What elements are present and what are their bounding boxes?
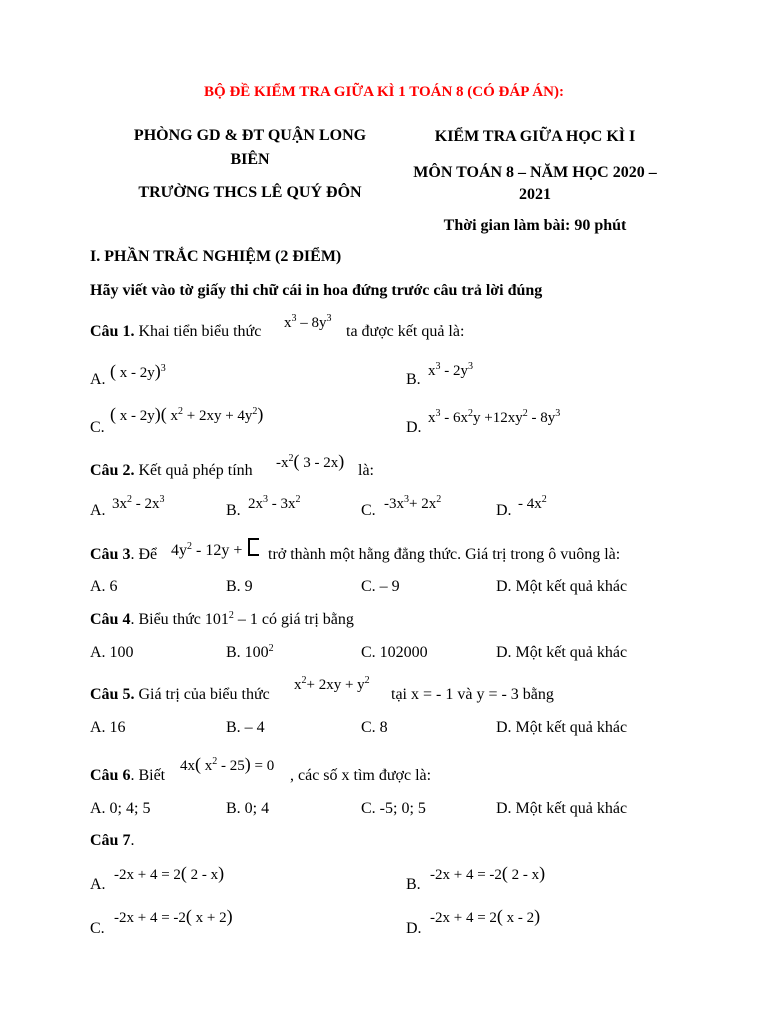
q6-prompt: Câu 6. Biết bbox=[90, 767, 166, 784]
q3-option-a: A. 6 bbox=[90, 578, 118, 595]
q4-prompt: Câu 4. Biểu thức $101^2 - 1$ có giá trị bằng bbox=[90, 610, 354, 628]
q1-expression: $x^3 - 8y^3$ bbox=[284, 313, 332, 331]
q5-option-a: A. 16 bbox=[90, 719, 126, 736]
q1-option-a-label: A. bbox=[90, 371, 106, 388]
q1-option-a-expr: ( x - 2y)$^3$ bbox=[110, 361, 166, 381]
q3-option-b: B. 9 bbox=[226, 578, 253, 595]
q2-option-d-expr: - $4x^2$ bbox=[518, 494, 547, 512]
q7-option-c-expr: -2x + 4 = -2( x + 2) bbox=[114, 906, 233, 926]
q5-prompt: Câu 5. Giá trị của biểu thức bbox=[90, 686, 270, 703]
q6-option-b: B. 0; 4 bbox=[226, 800, 270, 817]
section-title: I. PHẦN TRẮC NGHIỆM (2 ĐIỂM) bbox=[90, 248, 342, 265]
q1-option-d-expr: $x^3 - 6x^2y +12xy^2 - 8y^3$ bbox=[428, 408, 561, 426]
header-left-line2: BIÊN bbox=[230, 151, 270, 168]
q2-option-c-expr: $-3x^3+ 2x^2$ bbox=[384, 494, 442, 512]
q7-option-a-expr: -2x + 4 = 2( 2 - x) bbox=[114, 863, 225, 883]
q3-option-d: D. Một kết quả khác bbox=[496, 578, 628, 595]
q1-option-d-label: D. bbox=[406, 419, 422, 436]
q7-option-d-expr: -2x + 4 = 2( x - 2) bbox=[430, 906, 541, 926]
header-left-line3: TRƯỜNG THCS LÊ QUÝ ĐÔN bbox=[138, 184, 362, 201]
q5-option-c: C. 8 bbox=[361, 719, 388, 736]
header-right-line3: 2021 bbox=[519, 186, 551, 203]
q4-option-d: D. Một kết quả khác bbox=[496, 644, 628, 661]
q2-option-b-label: B. bbox=[226, 502, 241, 519]
q3-option-c: C. – 9 bbox=[361, 578, 400, 595]
q7-option-b-label: B. bbox=[406, 876, 421, 893]
q2-option-a-label: A. bbox=[90, 502, 106, 519]
q1-prompt: Câu 1. Khai tiển biểu thức bbox=[90, 323, 262, 340]
q7-option-b-expr: -2x + 4 = -2( 2 - x) bbox=[430, 863, 546, 883]
q2-option-b-expr: $2x^3 - 3x^2$ bbox=[248, 494, 301, 512]
q7-option-a-label: A. bbox=[90, 876, 106, 893]
q1-option-b-expr: $x^3 - 2y^3$ bbox=[428, 361, 473, 379]
header-right-line2: MÔN TOÁN 8 – NĂM HỌC 2020 – bbox=[413, 164, 657, 181]
blank-square-icon bbox=[248, 538, 259, 556]
header-left-line1: PHÒNG GD & ĐT QUẬN LONG bbox=[133, 127, 367, 144]
section-instruction: Hãy viết vào tờ giấy thi chữ cái in hoa đứng trước câu trả lời đúng bbox=[90, 282, 543, 299]
q3-prompt: Câu 3. Để bbox=[90, 546, 158, 563]
q5-prompt-tail: tại x = - 1 và y = - 3 bằng bbox=[391, 686, 554, 703]
q2-prompt-tail: là: bbox=[358, 462, 374, 479]
q3-prompt-tail: trở thành một hằng đẳng thức. Giá trị trong ô vuông là: bbox=[268, 546, 621, 563]
q4-option-b: B. $100^2$ bbox=[226, 643, 274, 661]
document-title: BỘ ĐỀ KIỂM TRA GIỮA KÌ 1 TOÁN 8 (CÓ ĐÁP ÁN): bbox=[204, 84, 564, 100]
q5-expression: $x^2+ 2xy + y^2$ bbox=[294, 675, 370, 693]
header-right-line1: KIỂM TRA GIỮA HỌC KÌ I bbox=[434, 128, 636, 145]
q5-option-b: B. – 4 bbox=[226, 719, 265, 736]
q2-option-d-label: D. bbox=[496, 502, 512, 519]
q2-option-a-expr: $3x^2 - 2x^3$ bbox=[112, 494, 165, 512]
q2-expression: $-x^2$( 3 - 2x) bbox=[276, 451, 345, 471]
q6-prompt-tail: , các số x tìm được là: bbox=[290, 767, 432, 784]
q7-prompt: Câu 7. bbox=[90, 832, 135, 849]
header-right-time: Thời gian làm bài: 90 phút bbox=[443, 217, 627, 234]
q2-option-c-label: C. bbox=[361, 502, 376, 519]
q1-prompt-tail: ta được kết quả là: bbox=[346, 323, 465, 340]
q1-option-b-label: B. bbox=[406, 371, 421, 388]
q4-option-a: A. 100 bbox=[90, 644, 134, 661]
q5-option-d: D. Một kết quả khác bbox=[496, 719, 628, 736]
q6-option-c: C. -5; 0; 5 bbox=[361, 800, 426, 817]
q6-option-a: A. 0; 4; 5 bbox=[90, 800, 151, 817]
q7-option-c-label: C. bbox=[90, 920, 105, 937]
q7-option-d-label: D. bbox=[406, 920, 422, 937]
q1-option-c-label: C. bbox=[90, 419, 105, 436]
q2-prompt: Câu 2. Kết quả phép tính bbox=[90, 462, 253, 479]
q4-option-c: C. 102000 bbox=[361, 644, 428, 661]
q1-option-c-expr: ( x - 2y)( $x^2 + 2xy + 4y^2$) bbox=[110, 404, 264, 424]
q6-option-d: D. Một kết quả khác bbox=[496, 800, 628, 817]
q3-expression: $4y^2 - 12y$ + bbox=[171, 538, 259, 560]
q6-expression: 4x( $x^2 - 25) = 0$ bbox=[180, 754, 275, 774]
